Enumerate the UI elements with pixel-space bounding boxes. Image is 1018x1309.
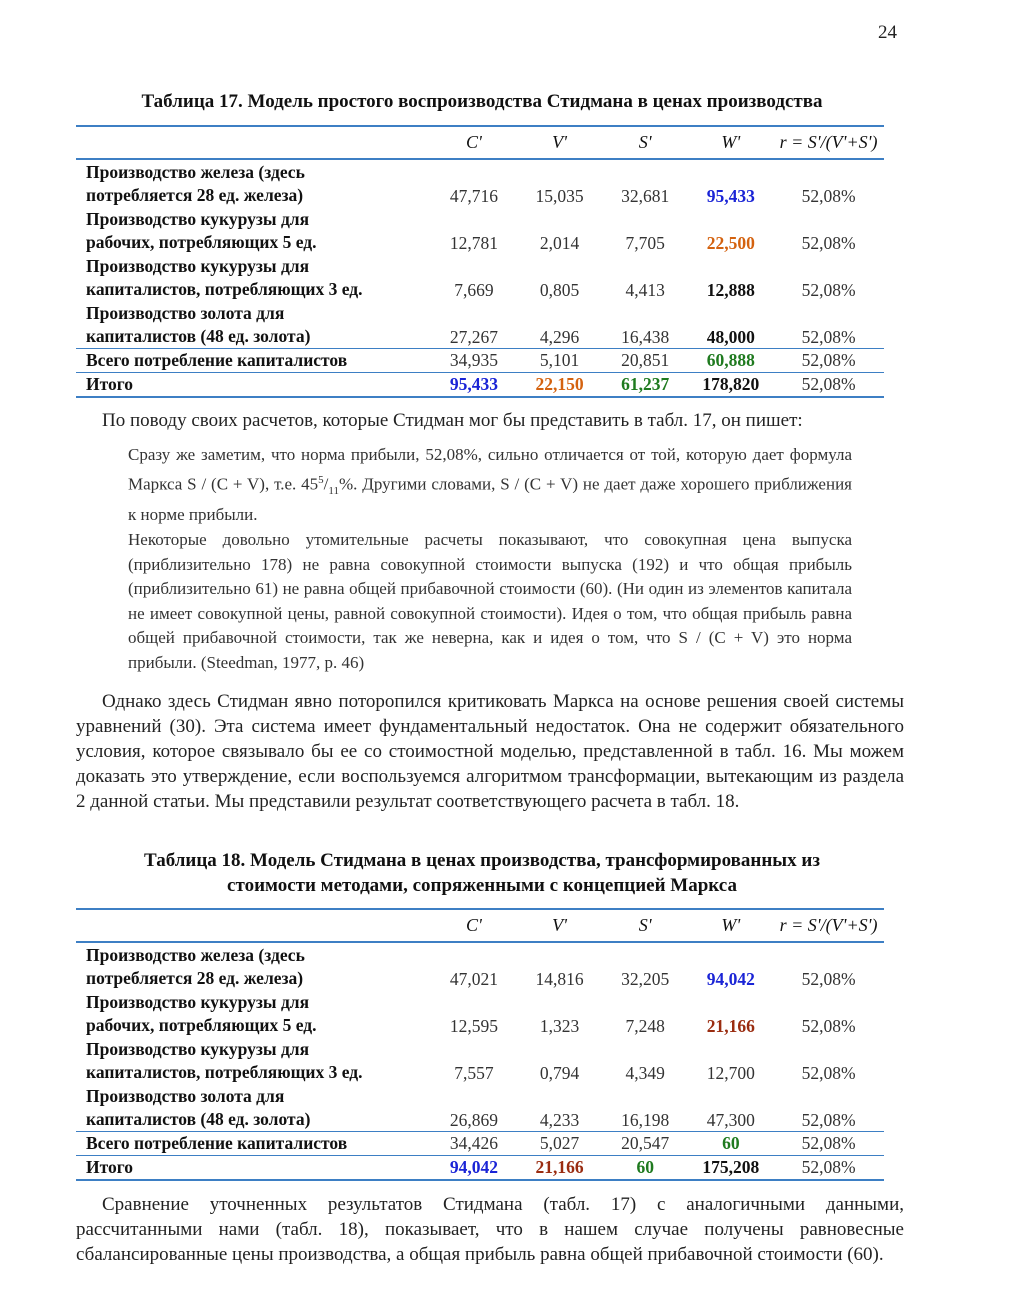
- cell-s: 16,198: [621, 1110, 670, 1130]
- cell-s: 20,851: [602, 349, 689, 373]
- table-row-sum: [76, 349, 884, 373]
- table18-header-r: r = S'/(V'+S'): [773, 909, 884, 942]
- cell-s: 4,349: [625, 1063, 665, 1083]
- cell-s: 7,705: [625, 233, 665, 253]
- cell-r: 52,08%: [801, 280, 856, 300]
- table17-header-r: r = S'/(V'+S'): [773, 126, 884, 159]
- cell-r: 52,08%: [773, 1156, 884, 1181]
- paragraph-3: Сравнение уточненных результатов Стидмана (табл. 17) с аналогичными данными, рассчитанными нами (табл. 18), показывает, что в нашем случае получены равновесные сбалансированные цены производства, а общая прибыль равна общей прибавочной стоимости (60).: [76, 1194, 904, 1265]
- cell-v: 5,027: [517, 1132, 602, 1156]
- table18: [76, 908, 884, 1181]
- cell-s: 32,205: [621, 969, 670, 989]
- table17: [76, 125, 884, 398]
- cell-c: 94,042: [431, 1156, 518, 1181]
- cell-w: 95,433: [706, 186, 755, 206]
- table-row: [76, 1084, 884, 1132]
- cell-c: 7,557: [454, 1063, 494, 1083]
- table18-header-w: W': [689, 909, 774, 942]
- table-row: [76, 942, 884, 990]
- cell-w: 47,300: [706, 1110, 755, 1130]
- cell-w: 21,166: [706, 1016, 755, 1036]
- cell-c: 7,669: [454, 280, 494, 300]
- table-row-sum: [76, 1132, 884, 1156]
- cell-v: 21,166: [517, 1156, 602, 1181]
- cell-r: 52,08%: [773, 1132, 884, 1156]
- cell-r: 52,08%: [773, 373, 884, 398]
- row-label: Производство золота для капиталистов (48 ед. золота): [86, 1086, 311, 1129]
- table-row-total: [76, 373, 884, 398]
- table-row: [76, 207, 884, 254]
- table-row: [76, 254, 884, 301]
- table-row: [76, 159, 884, 207]
- paragraph-1: По поводу своих расчетов, которые Стидман мог бы представить в табл. 17, он пишет:: [102, 410, 803, 431]
- table-row: [76, 1037, 884, 1084]
- table17-header-c: C': [431, 126, 518, 159]
- paragraph-2: Однако здесь Стидман явно поторопился критиковать Маркса на основе решения своей системы уравнений (30). Эта система имеет фундаментальный недостаток. Она не содержит обязательного условия, которое связывало бы ее со стоимостной моделью, представленной в табл. 16. Мы можем доказать это утверждение, если воспользуемся алгоритмом трансформации, вытекающим из раздела 2 данной статьи. Мы представили результат соответствующего расчета в табл. 18.: [76, 691, 904, 812]
- cell-w: 60: [689, 1132, 774, 1156]
- cell-w: 22,500: [706, 233, 755, 253]
- cell-v: 2,014: [539, 233, 580, 253]
- table17-header-v: V': [517, 126, 602, 159]
- table18-header-c: C': [431, 909, 518, 942]
- row-label: Производство кукурузы для капиталистов, потребляющих 3 ед.: [86, 1039, 363, 1082]
- row-label: Итого: [76, 373, 431, 398]
- cell-w: 94,042: [706, 969, 755, 989]
- cell-c: 26,869: [449, 1110, 498, 1130]
- row-label: Всего потребление капиталистов: [76, 349, 431, 373]
- cell-v: 0,805: [539, 280, 580, 300]
- cell-w: 175,208: [689, 1156, 774, 1181]
- cell-c: 95,433: [431, 373, 518, 398]
- table17-header-blank: [76, 126, 431, 159]
- cell-r: 52,08%: [801, 327, 856, 347]
- cell-r: 52,08%: [801, 233, 856, 253]
- table17-title: Таблица 17. Модель простого воспроизводства Стидмана в ценах производства: [141, 91, 823, 112]
- row-label: Производство золота для капиталистов (48 ед. золота): [86, 303, 311, 346]
- cell-r: 52,08%: [773, 349, 884, 373]
- cell-r: 52,08%: [801, 1016, 856, 1036]
- row-label: Производство железа (здесь потребляется 28 ед. железа): [86, 162, 305, 205]
- cell-c: 12,595: [449, 1016, 498, 1036]
- quote-2: Некоторые довольно утомительные расчеты показывают, что совокупная цена выпуска (приблизительно 178) не равна совокупной стоимости выпуска (192) и что общая прибыль (приблизительно 61) не равна общей прибавочной стоимости (60). (Ни один из элементов капитала не имеет совокупной цены, равной совокупной стоимости). Идея о том, что общая прибыль равна общей прибавочной стоимости, так же неверна, как и идея о том, что S / (C + V) это норма прибыли. (Steedman, 1977, p. 46): [128, 530, 852, 672]
- table-row-total: [76, 1156, 884, 1181]
- cell-w: 12,888: [706, 280, 755, 300]
- cell-w: 60,888: [689, 349, 774, 373]
- table18-header-blank: [76, 909, 431, 942]
- cell-v: 0,794: [539, 1063, 580, 1083]
- cell-r: 52,08%: [801, 1063, 856, 1083]
- cell-v: 4,296: [539, 327, 580, 347]
- cell-s: 20,547: [602, 1132, 689, 1156]
- row-label: Итого: [76, 1156, 431, 1181]
- table18-header-v: V': [517, 909, 602, 942]
- cell-r: 52,08%: [801, 186, 856, 206]
- cell-s: 32,681: [621, 186, 670, 206]
- cell-c: 12,781: [449, 233, 498, 253]
- row-label: Производство кукурузы для рабочих, потребляющих 5 ед.: [86, 992, 317, 1035]
- table17-header-s: S': [602, 126, 689, 159]
- cell-r: 52,08%: [801, 1110, 856, 1130]
- cell-c: 47,716: [449, 186, 498, 206]
- cell-c: 34,426: [431, 1132, 518, 1156]
- table17-header-w: W': [689, 126, 774, 159]
- cell-s: 60: [602, 1156, 689, 1181]
- page-number: 24: [878, 22, 897, 43]
- cell-w: 12,700: [706, 1063, 755, 1083]
- cell-s: 16,438: [621, 327, 670, 347]
- cell-s: 4,413: [625, 280, 665, 300]
- cell-v: 22,150: [517, 373, 602, 398]
- cell-v: 5,101: [517, 349, 602, 373]
- cell-v: 15,035: [535, 186, 584, 206]
- cell-c: 47,021: [449, 969, 498, 989]
- cell-v: 1,323: [539, 1016, 580, 1036]
- cell-c: 34,935: [431, 349, 518, 373]
- table-row: [76, 990, 884, 1037]
- cell-s: 7,248: [625, 1016, 665, 1036]
- cell-s: 61,237: [602, 373, 689, 398]
- cell-w: 178,820: [689, 373, 774, 398]
- cell-c: 27,267: [449, 327, 498, 347]
- row-label: Производство кукурузы для рабочих, потребляющих 5 ед.: [86, 209, 317, 252]
- row-label: Производство железа (здесь потребляется 28 ед. железа): [86, 945, 305, 988]
- table-row: [76, 301, 884, 349]
- cell-v: 4,233: [539, 1110, 580, 1130]
- row-label: Всего потребление капиталистов: [76, 1132, 431, 1156]
- cell-v: 14,816: [535, 969, 584, 989]
- table18-header-s: S': [602, 909, 689, 942]
- row-label: Производство кукурузы для капиталистов, потребляющих 3 ед.: [86, 256, 363, 299]
- cell-r: 52,08%: [801, 969, 856, 989]
- table18-title: Таблица 18. Модель Стидмана в ценах производства, трансформированных из стоимости методами, сопряженными с концепцией Маркса: [144, 850, 820, 896]
- quote-1: Сразу же заметим, что норма прибыли, 52,08%, сильно отличается от той, которую дает формула Маркса S / (C + V), т.е. $45^5/_{11}\%$. Другими словами, S / (C + V) не дает даже хорошего приближения к норме прибыли.: [128, 445, 852, 525]
- cell-w: 48,000: [706, 327, 755, 347]
